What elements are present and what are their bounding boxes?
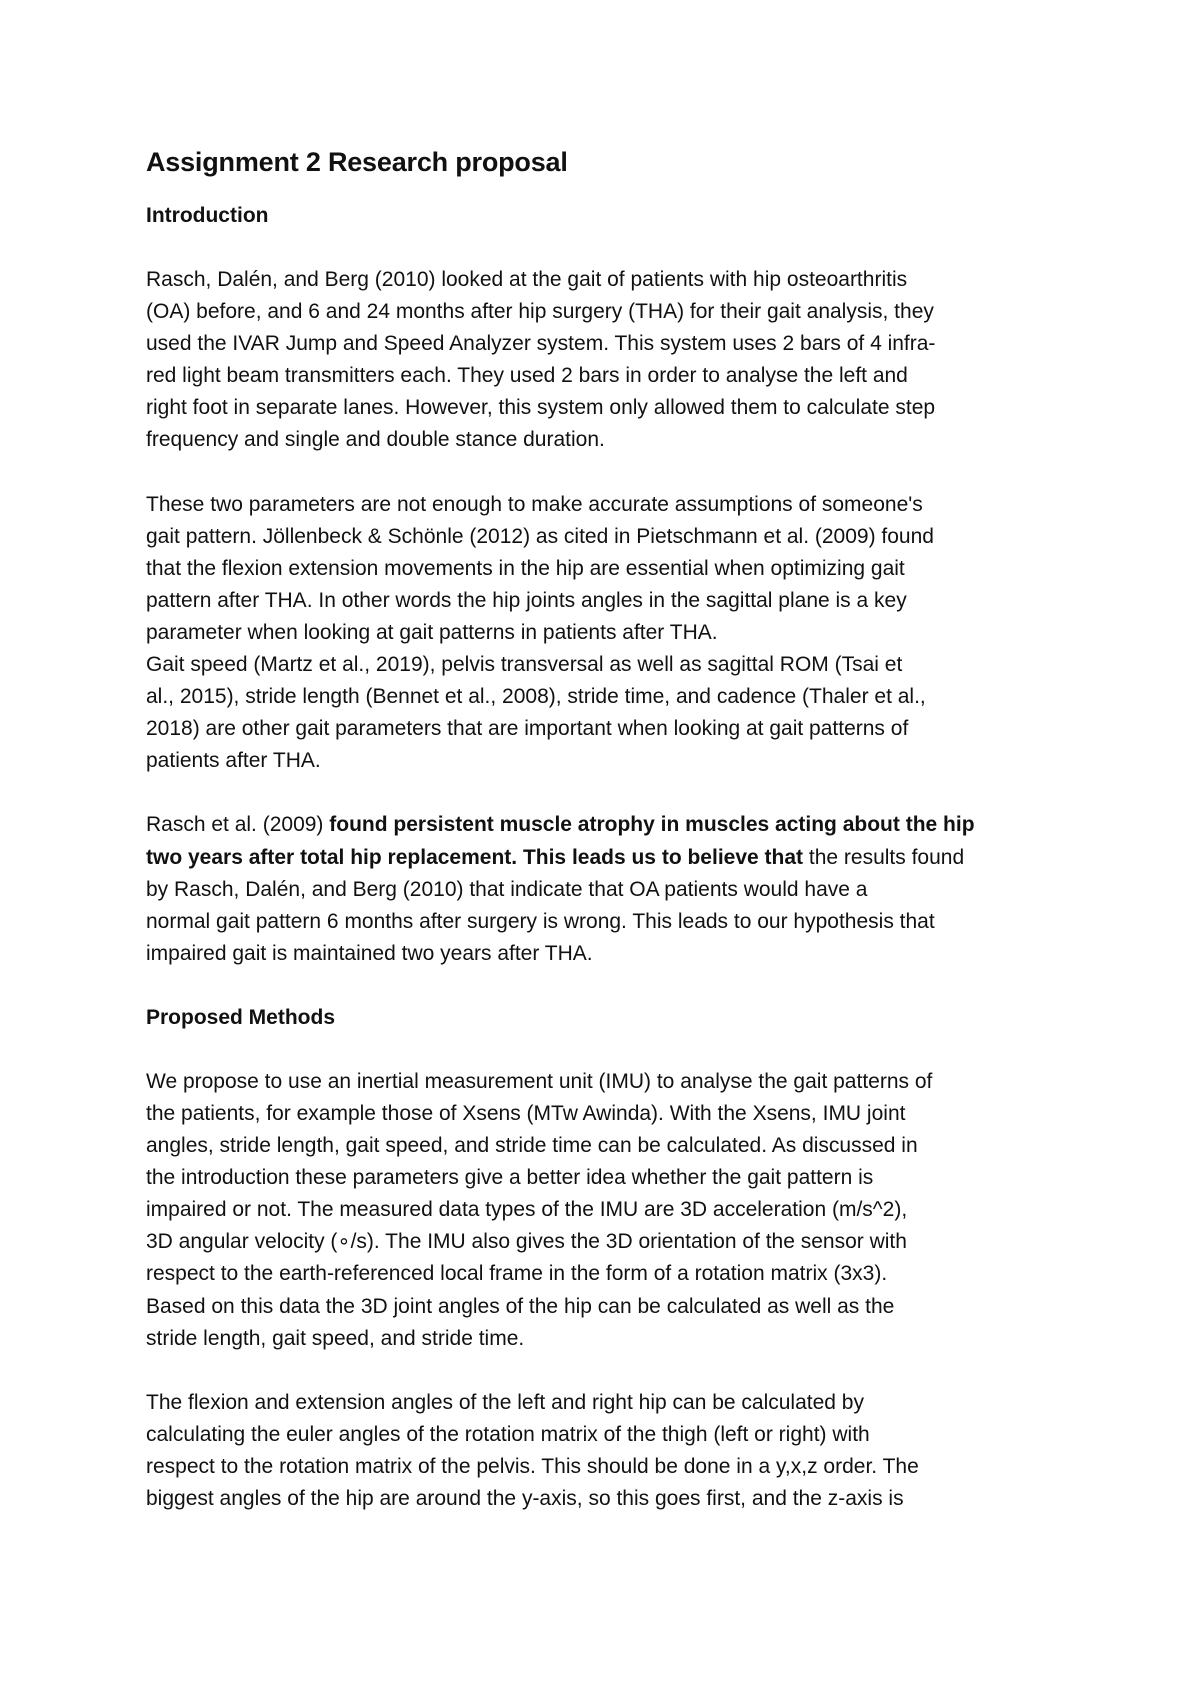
document-content xyxy=(146,140,1066,1515)
text-line: respect to the rotation matrix of the pelvis. This should be done in a y,x,z order. The xyxy=(146,1454,919,1478)
text-line: the introduction these parameters give a better idea whether the gait pattern is xyxy=(146,1166,874,1190)
section-heading-proposed-methods: Proposed Methods xyxy=(146,1005,336,1029)
text-line: the patients, for example those of Xsens (MTw Awinda). With the Xsens, IMU joint xyxy=(146,1101,906,1125)
text-line: stride length, gait speed, and stride time. xyxy=(146,1326,525,1350)
text-line: patients after THA. xyxy=(146,749,321,773)
text-line xyxy=(146,842,1066,874)
text-line: red light beam transmitters each. They used 2 bars in order to analyse the left and xyxy=(146,364,908,388)
text-line: frequency and single and double stance duration. xyxy=(146,428,605,452)
intro-paragraph-2 xyxy=(146,489,1066,778)
text-line: Based on this data the 3D joint angles of the hip can be calculated as well as the xyxy=(146,1294,895,1318)
text-line: angles, stride length, gait speed, and stride time can be calculated. As discussed in xyxy=(146,1134,918,1158)
text-line: 2018) are other gait parameters that are important when looking at gait patterns of xyxy=(146,717,909,741)
text-line: that the flexion extension movements in the hip are essential when optimizing gait xyxy=(146,556,905,580)
bold-text-run: found persistent muscle atrophy in muscles acting about the hip xyxy=(329,813,975,837)
text-run: the results found xyxy=(803,845,965,869)
methods-paragraph-2 xyxy=(146,1387,1066,1515)
section-heading-introduction: Introduction xyxy=(146,204,269,227)
text-line: biggest angles of the hip are around the y-axis, so this goes first, and the z-axis is xyxy=(146,1487,904,1510)
bold-text-run: two years after total hip replacement. This leads us to believe that xyxy=(146,845,804,869)
text-line: gait pattern. Jöllenbeck & Schönle (2012) as cited in Pietschmann et al. (2009) found xyxy=(146,524,934,548)
text-line: right foot in separate lanes. However, this system only allowed them to calculate step xyxy=(146,396,936,420)
text-run: Rasch et al. (2009) xyxy=(146,813,330,837)
text-line: parameter when looking at gait patterns in patients after THA. xyxy=(146,620,718,644)
intro-paragraph-1 xyxy=(146,264,1066,457)
text-line: Gait speed (Martz et al., 2019), pelvis transversal as well as sagittal ROM (Tsai et xyxy=(146,653,903,677)
text-line: 3D angular velocity (∘/s). The IMU also gives the 3D orientation of the sensor with xyxy=(146,1230,907,1254)
text-line: impaired or not. The measured data types of the IMU are 3D acceleration (m/s^2), xyxy=(146,1198,908,1222)
text-line: by Rasch, Dalén, and Berg (2010) that indicate that OA patients would have a xyxy=(146,877,868,901)
text-line: calculating the euler angles of the rotation matrix of the thigh (left or right) with xyxy=(146,1422,870,1446)
document-title: Assignment 2 Research proposal xyxy=(146,147,568,177)
text-line: al., 2015), stride length (Bennet et al., 2008), stride time, and cadence (Thaler et al., xyxy=(146,685,926,709)
text-line: respect to the earth-referenced local frame in the form of a rotation matrix (3x3). xyxy=(146,1262,888,1286)
text-line: normal gait pattern 6 months after surgery is wrong. This leads to our hypothesis that xyxy=(146,909,935,933)
text-line: used the IVAR Jump and Speed Analyzer system. This system uses 2 bars of 4 infra- xyxy=(146,332,936,356)
text-line: We propose to use an inertial measurement unit (IMU) to analyse the gait patterns of xyxy=(146,1069,933,1093)
text-line xyxy=(146,809,1066,841)
text-line: impaired gait is maintained two years after THA. xyxy=(146,941,593,965)
text-line: (OA) before, and 6 and 24 months after hip surgery (THA) for their gait analysis, they xyxy=(146,300,934,324)
text-line: Rasch, Dalén, and Berg (2010) looked at the gait of patients with hip osteoarthritis xyxy=(146,268,908,291)
text-line: pattern after THA. In other words the hip joints angles in the sagittal plane is a key xyxy=(146,588,907,612)
methods-paragraph-1 xyxy=(146,1066,1066,1355)
text-line: The flexion and extension angles of the left and right hip can be calculated by xyxy=(146,1390,864,1414)
intro-paragraph-3 xyxy=(146,809,1066,969)
text-line: These two parameters are not enough to make accurate assumptions of someone's xyxy=(146,492,923,516)
